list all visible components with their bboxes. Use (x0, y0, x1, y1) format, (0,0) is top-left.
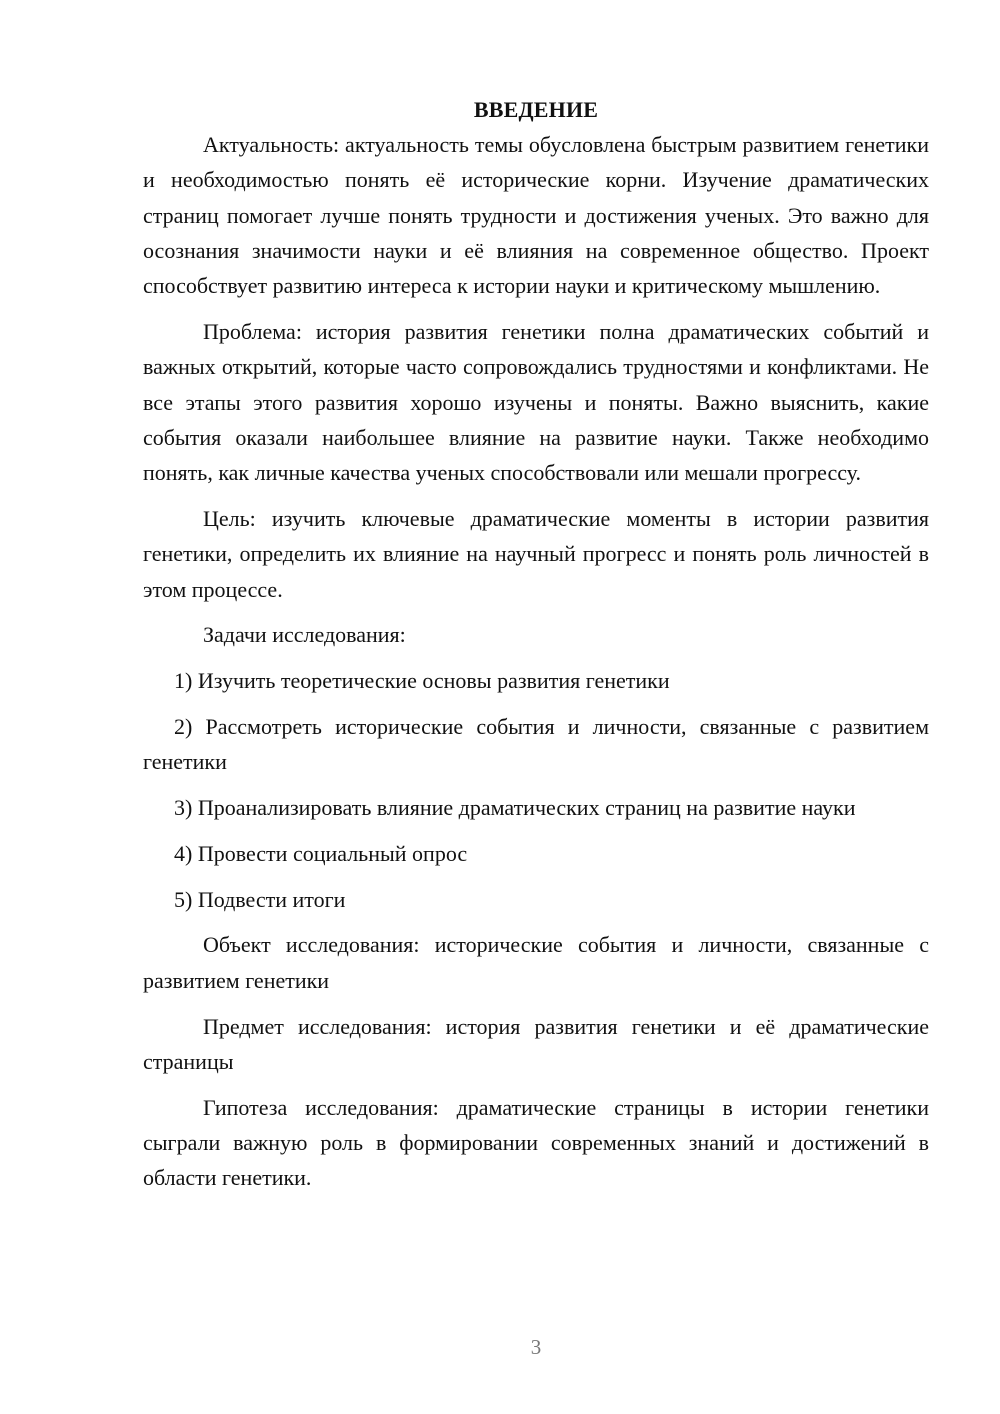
task-item-1: 1) Изучить теоретические основы развития генетики (174, 668, 670, 694)
subject-paragraph: Предмет исследования: история развития генетики и её драматические страницы (143, 1013, 929, 1074)
problem-paragraph: Проблема: история развития генетики полна драматических событий и важных открытий, которые часто сопровождались трудностями и конфликтами. Не все этапы этого развития хорошо изучены и поняты. Важно выяснить, какие события оказали наибольшее влияние на развитие науки. Также необходимо понять, как личные качества ученых способствовали или мешали прогрессу. (143, 318, 929, 486)
task-item-5: 5) Подвести итоги (174, 886, 346, 912)
task-item-3: 3) Проанализировать влияние драматических страниц на развитие науки (174, 795, 856, 821)
relevance-paragraph: Актуальность: актуальность темы обусловлена быстрым развитием генетики и необходимостью понять её исторические корни. Изучение драматических страниц помогает лучше понять трудности и достижения ученых. Это важно для осознания значимости науки и её влияния на современное общество. Проект способствует развитию интереса к истории науки и критическому мышлению. (143, 132, 929, 299)
document-title: ВВЕДЕНИЕ (473, 97, 599, 122)
task-item-2: 2) Рассмотреть исторические события и личности, связанные с развитием генетики (143, 713, 929, 775)
task-item-4: 4) Провести социальный опрос (174, 840, 468, 866)
page-number: 3 (530, 1335, 542, 1359)
goal-paragraph: Цель: изучить ключевые драматические моменты в истории развития генетики, определить их влияние на научный прогресс и понять роль личностей в этом процессе. (143, 505, 929, 602)
tasks-heading: Задачи исследования: (203, 622, 406, 648)
hypothesis-paragraph: Гипотеза исследования: драматические страницы в истории генетики сыграли важную роль в формировании современных знаний и достижений в области генетики. (143, 1094, 929, 1191)
object-paragraph: Объект исследования: исторические события и личности, связанные с развитием генетики (143, 932, 929, 993)
document-page (143, 92, 929, 1206)
